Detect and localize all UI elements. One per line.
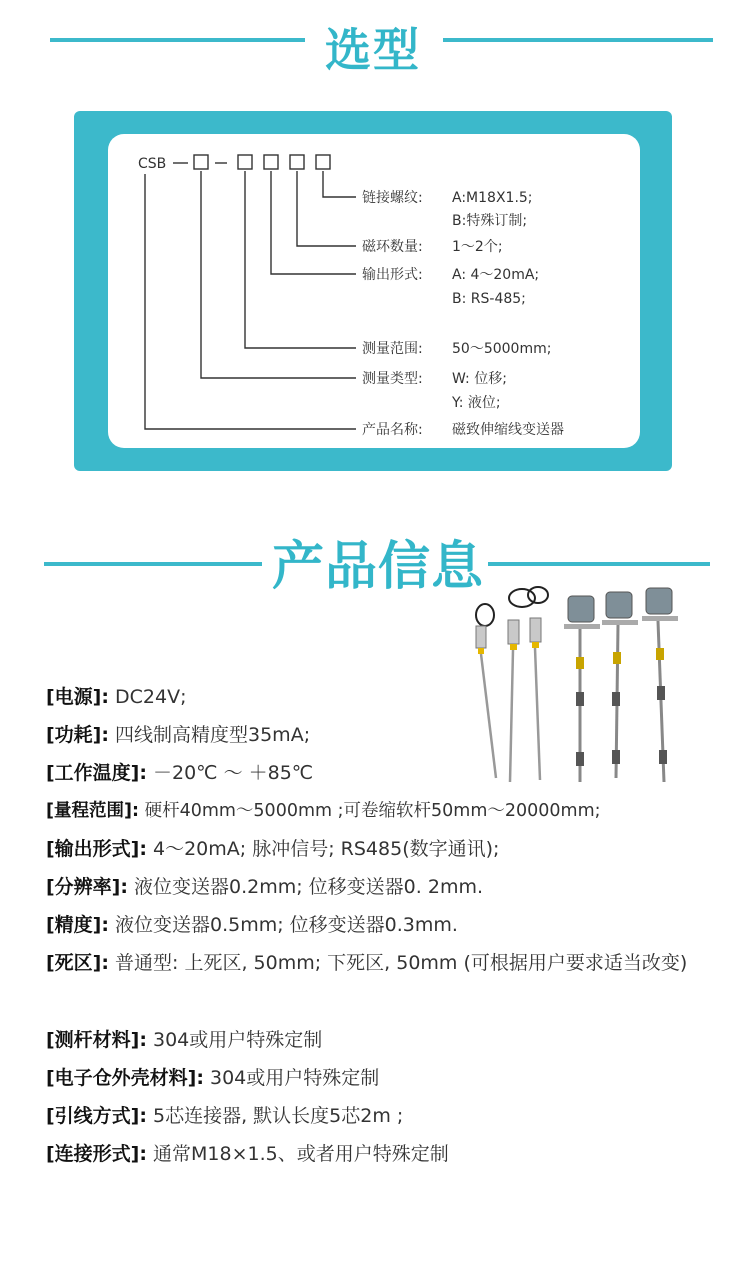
- spec-connection: [46, 1142, 449, 1166]
- spec-dead-zone: [46, 944, 726, 982]
- spec-value: 4～20mA; 脉冲信号; RS485(数字通讯);: [146, 838, 500, 860]
- code-box-rings: [290, 155, 304, 169]
- spec-key: [电源]:: [46, 686, 109, 708]
- spec-value: DC24V;: [108, 686, 187, 708]
- value-thread-b: B:特殊订制;: [452, 213, 528, 229]
- code-box-range: [238, 155, 252, 169]
- cable-loop-2: [509, 589, 535, 607]
- value-output-b: B: RS-485;: [452, 291, 526, 307]
- info-title-right-rule: [488, 562, 710, 566]
- value-rings: 1～2个;: [452, 239, 503, 255]
- info-section-title: 产品信息: [272, 537, 485, 597]
- selection-section-title: 选型: [325, 23, 421, 77]
- spec-rod-material: [46, 1028, 322, 1052]
- spec-value: 硬杆40mm～5000mm ;可卷缩软杆50mm～20000mm;: [139, 801, 601, 821]
- code-box-type: [194, 155, 208, 169]
- value-name: 磁致伸缩线变送器: [452, 422, 564, 438]
- spec-key: [分辨率]:: [46, 876, 128, 898]
- spec-value: 通常M18×1.5、或者用户特殊定制: [146, 1143, 449, 1165]
- model-selection-frame: [74, 111, 672, 471]
- spec-value: 304或用户特殊定制: [146, 1029, 323, 1051]
- spec-key: [引线方式]:: [46, 1105, 147, 1127]
- spec-key: [功耗]:: [46, 724, 109, 746]
- connector-output: [271, 171, 356, 274]
- selection-title-right-rule: [443, 38, 713, 42]
- label-type: 测量类型:: [362, 371, 423, 387]
- spec-key: [精度]:: [46, 914, 109, 936]
- spec-resolution: [46, 875, 483, 899]
- spec-key: [测杆材料]:: [46, 1029, 147, 1051]
- spec-key: [工作温度]:: [46, 762, 147, 784]
- spec-key: [连接形式]:: [46, 1143, 147, 1165]
- spec-value: 液位变送器0.5mm; 位移变送器0.3mm.: [108, 914, 458, 936]
- info-title-left-rule: [44, 562, 262, 566]
- cable-loop-1: [476, 604, 494, 626]
- spec-accuracy: [46, 913, 458, 937]
- value-type-w: W: 位移;: [452, 371, 507, 387]
- value-type-y: Y: 液位;: [452, 395, 501, 411]
- label-thread: 链接螺纹:: [362, 190, 423, 206]
- spec-key: [电子仓外壳材料]:: [46, 1067, 204, 1089]
- sensor-rod-2: [508, 620, 519, 782]
- code-box-output: [264, 155, 278, 169]
- label-name: 产品名称:: [362, 422, 423, 438]
- spec-range: [46, 799, 601, 823]
- label-range: 测量范围:: [362, 341, 423, 357]
- sensor-rod-3: [530, 618, 541, 780]
- spec-key: [死区]:: [46, 952, 109, 974]
- spec-value: 304或用户特殊定制: [203, 1067, 380, 1089]
- value-thread-a: A:M18X1.5;: [452, 190, 533, 206]
- spec-housing-material: [46, 1066, 379, 1090]
- model-code-prefix: CSB: [138, 156, 167, 172]
- spec-key: [量程范围]:: [46, 801, 139, 821]
- spec-value: 普通型: 上死区, 50mm; 下死区, 50mm (可根据用户要求适当改变): [108, 952, 688, 974]
- spec-power: [46, 685, 186, 709]
- spec-value: 四线制高精度型35mA;: [108, 724, 311, 746]
- selection-title-left-rule: [50, 38, 305, 42]
- transmitter-2: [602, 592, 638, 778]
- spec-output: [46, 837, 499, 861]
- connector-name: [145, 174, 356, 429]
- spec-value: －20℃ ～ ＋85℃: [146, 762, 314, 784]
- spec-key: [输出形式]:: [46, 838, 147, 860]
- connector-thread: [323, 171, 356, 197]
- sensor-rod-1: [476, 626, 496, 778]
- spec-temperature: [46, 761, 313, 785]
- transmitter-3: [642, 588, 678, 782]
- label-output: 输出形式:: [362, 267, 423, 283]
- spec-value: 5芯连接器, 默认长度5芯2m ;: [146, 1105, 404, 1127]
- label-rings: 磁环数量:: [362, 239, 423, 255]
- value-output-a: A: 4～20mA;: [452, 267, 540, 283]
- model-selection-panel: [108, 134, 640, 448]
- spec-value: 液位变送器0.2mm; 位移变送器0. 2mm.: [127, 876, 483, 898]
- code-box-thread: [316, 155, 330, 169]
- spec-wiring: [46, 1104, 403, 1128]
- product-photo: [470, 582, 720, 792]
- value-range: 50～5000mm;: [452, 341, 552, 357]
- connector-rings: [297, 171, 356, 246]
- model-code-diagram: [108, 134, 640, 448]
- cable-loop-3: [528, 587, 548, 603]
- spec-consumption: [46, 723, 310, 747]
- transmitter-1: [564, 596, 600, 782]
